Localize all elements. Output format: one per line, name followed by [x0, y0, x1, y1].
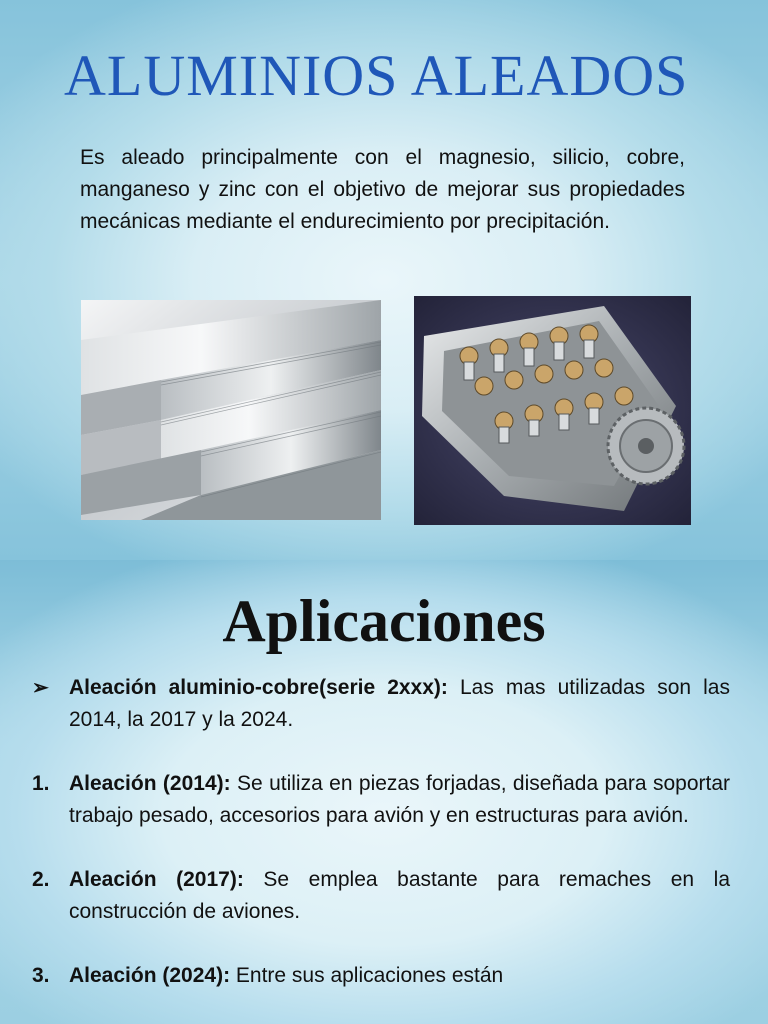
- list-item: [32, 864, 730, 928]
- item-text: Entre sus aplicaciones están: [230, 964, 504, 987]
- engine-cylinder-head-image: [414, 296, 691, 525]
- list-item: [32, 768, 730, 832]
- slide-title: Aplicaciones: [222, 588, 546, 654]
- item-label: Aleación (2014):: [69, 772, 231, 795]
- list-item: [32, 672, 730, 736]
- aluminum-sheets-image: [81, 300, 381, 520]
- item-text: Se utiliza en piezas forjadas, diseñada para soportar trabajo pesado, accesorios para avión y en estructuras para avión.: [69, 772, 731, 827]
- item-number: 3.: [32, 964, 50, 987]
- item-text: Las mas utilizadas son las 2014, la 2017 y la 2024.: [69, 676, 730, 731]
- item-label: Aleación (2024):: [69, 964, 231, 987]
- applications-list: [32, 672, 730, 1024]
- item-label: Aleación aluminio-cobre(serie 2xxx):: [69, 676, 448, 699]
- list-item: [32, 960, 730, 992]
- slide-title: ALUMINIOS ALEADOS: [64, 43, 689, 108]
- item-text: Se emplea bastante para remaches en la construcción de aviones.: [69, 868, 730, 923]
- item-number: 1.: [32, 772, 50, 795]
- slide-2: [0, 560, 768, 1024]
- item-label: Aleación (2017):: [69, 868, 244, 891]
- arrow-bullet-icon: ➢: [32, 677, 49, 699]
- intro-paragraph: Es aleado principalmente con el magnesio, silicio, cobre, manganeso y zinc con el objetivo de mejorar sus propiedades mecánicas mediante el endurecimiento por precipitación.: [80, 146, 685, 233]
- item-number: 2.: [32, 868, 50, 891]
